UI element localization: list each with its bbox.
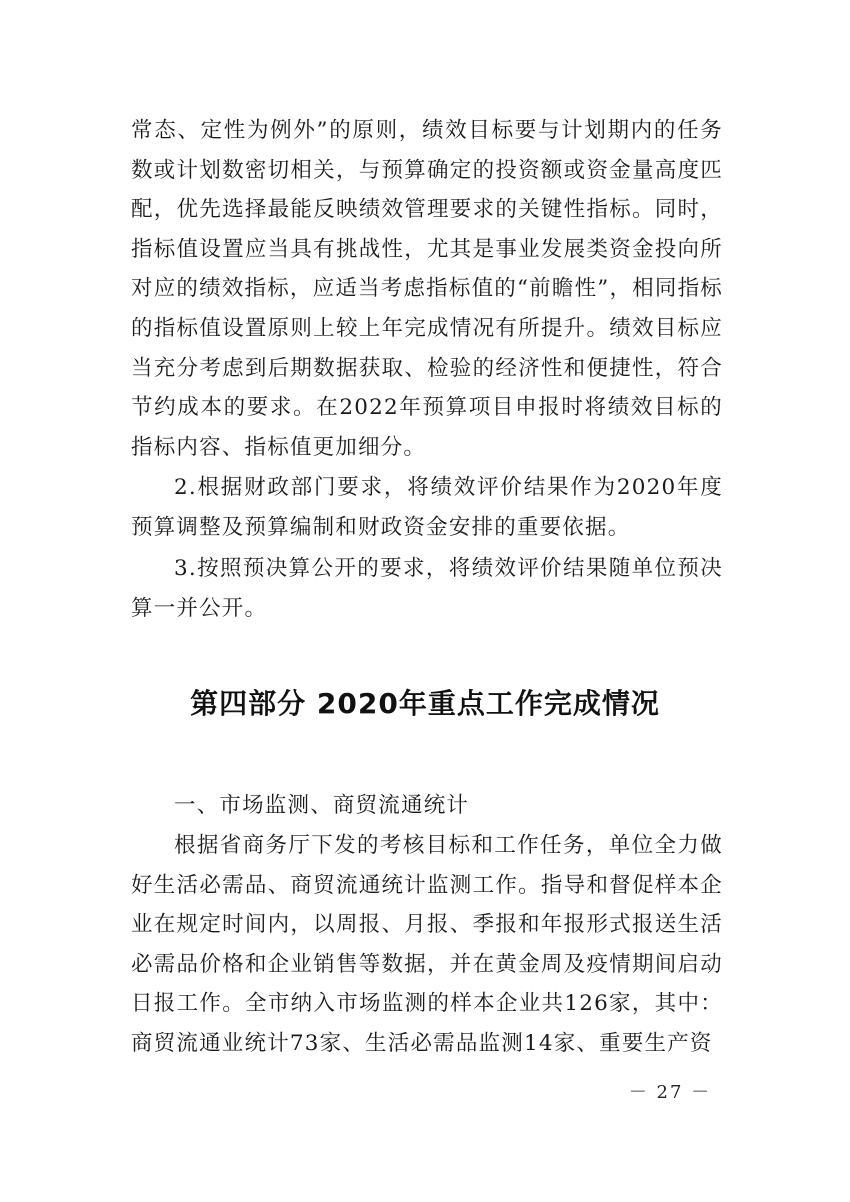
page-number: － 27 － [628, 1082, 712, 1103]
body-paragraph: 2.根据财政部门要求，将绩效评价结果作为2020年度预算调整及预算编制和财政资金安排的重要依据。 [131, 475, 723, 540]
section-title: 第四部分 2020年重点工作完成情况 [190, 687, 660, 720]
body-paragraph: 3.按照预决算公开的要求，将绩效评价结果随单位预决算一并公开。 [131, 556, 723, 621]
body-paragraph: 根据省商务厅下发的考核目标和工作任务，单位全力做好生活必需品、商贸流通统计监测工作。指导和督促样本企业在规定时间内，以周报、月报、季报和年报形式报送生活必需品价格和企业销售等数据，并在黄金周及疫情期间启动日报工作。全市纳入市场监测的样本企业共126家，其中：商贸流通业统计73家、生活必需品监测14家、重要生产资 [131, 833, 723, 1056]
body-paragraph: 常态、定性为例外”的原则，绩效目标要与计划期内的任务数或计划数密切相关，与预算确定的投资额或资金量高度匹配，优先选择最能反映绩效管理要求的关键性指标。同时，指标值设置应当具有挑战性，尤其是事业发展类资金投向所对应的绩效指标，应适当考虑指标值的“前瞻性”，相同指标的指标值设置原则上较上年完成情况有所提升。绩效目标应当充分考虑到后期数据获取、检验的经济性和便捷性，符合节约成本的要求。在2022年预算项目申报时将绩效目标的指标内容、指标值更加细分。 [131, 118, 723, 460]
subheading: 一、市场监测、商贸流通统计 [174, 793, 470, 818]
